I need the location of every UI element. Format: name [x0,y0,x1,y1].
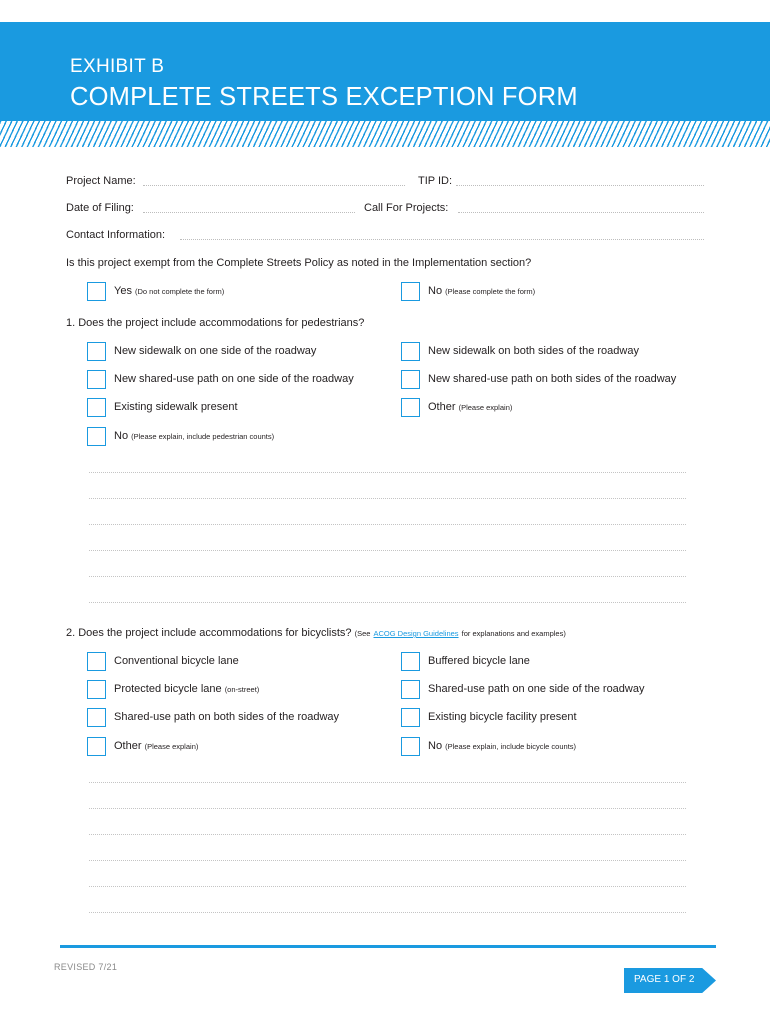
bike-shared-one-checkbox[interactable] [401,680,420,699]
ped-explain-line[interactable] [89,602,686,603]
page-number: PAGE 1 OF 2 [634,974,695,985]
bike-shared-both-label: Shared-use path on both sides of the roadway [114,711,340,723]
ped-shared-path-one-checkbox[interactable] [87,370,106,389]
ped-shared-path-both-checkbox[interactable] [401,370,420,389]
exhibit-label: EXHIBIT B [70,56,165,77]
pedestrians-question: 1. Does the project include accommodations for pedestrians? [66,317,365,329]
bicyclists-see: (See [354,629,371,638]
page-title: COMPLETE STREETS EXCEPTION FORM [70,83,578,111]
ped-shared-path-one-label: New shared-use path on one side of the roadway [114,373,354,385]
revised-date: REVISED 7/21 [54,962,118,972]
ped-new-sidewalk-one-label: New sidewalk on one side of the roadway [114,345,317,357]
ped-no-checkbox[interactable] [87,427,106,446]
contact-information-field[interactable] [180,239,704,240]
ped-other-note: (Please explain) [458,403,513,412]
date-of-filing-label: Date of Filing: [66,202,134,214]
ped-no-note: (Please explain, include pedestrian counts) [131,432,275,441]
bike-other-label: Other [114,740,142,752]
bike-explain-line[interactable] [89,782,686,783]
call-for-projects-label: Call For Projects: [364,202,449,214]
bike-shared-one-label: Shared-use path on one side of the roadway [428,683,645,695]
exempt-yes-label: Yes [114,285,132,297]
ped-other-checkbox[interactable] [401,398,420,417]
project-name-label: Project Name: [66,175,136,187]
exempt-yes-checkbox[interactable] [87,282,106,301]
bike-existing-checkbox[interactable] [401,708,420,727]
bike-buffered-label: Buffered bicycle lane [428,655,530,667]
bike-explain-line[interactable] [89,808,686,809]
ped-explain-line[interactable] [89,498,686,499]
ped-explain-line[interactable] [89,576,686,577]
tip-id-field[interactable] [456,185,704,186]
tip-id-label: TIP ID: [418,175,453,187]
ped-no-label: No [114,430,129,442]
exempt-yes-note: (Do not complete the form) [135,287,225,296]
call-for-projects-field[interactable] [458,212,704,213]
bike-no-checkbox[interactable] [401,737,420,756]
ped-other-label: Other [428,401,456,413]
footer-divider [60,945,716,948]
ped-existing-sidewalk-checkbox[interactable] [87,398,106,417]
ped-explain-line[interactable] [89,524,686,525]
bike-protected-label: Protected bicycle lane [114,683,222,695]
bike-buffered-checkbox[interactable] [401,652,420,671]
header-hatch-pattern [0,121,770,147]
bike-no-label: No [428,740,443,752]
bicyclists-question: 2. Does the project include accommodations for bicyclists? [66,627,352,639]
bicyclists-see-tail: for explanations and examples) [461,629,566,638]
exempt-no-note: (Please complete the form) [445,287,536,296]
bike-explain-line[interactable] [89,886,686,887]
bike-other-checkbox[interactable] [87,737,106,756]
bike-conventional-label: Conventional bicycle lane [114,655,239,667]
exempt-no-checkbox[interactable] [401,282,420,301]
date-of-filing-field[interactable] [143,212,355,213]
bike-explain-line[interactable] [89,860,686,861]
exempt-question: Is this project exempt from the Complete Streets Policy as noted in the Implementation section? [66,257,532,269]
bike-other-note: (Please explain) [144,742,199,751]
contact-information-label: Contact Information: [66,229,166,241]
bike-existing-label: Existing bicycle facility present [428,711,577,723]
bike-protected-checkbox[interactable] [87,680,106,699]
acog-design-guidelines-link[interactable]: ACOG Design Guidelines [373,629,459,638]
ped-explain-line[interactable] [89,472,686,473]
bike-shared-both-checkbox[interactable] [87,708,106,727]
bike-conventional-checkbox[interactable] [87,652,106,671]
ped-new-sidewalk-one-checkbox[interactable] [87,342,106,361]
ped-explain-line[interactable] [89,550,686,551]
exempt-no-label: No [428,285,443,297]
bike-explain-line[interactable] [89,912,686,913]
bike-no-note: (Please explain, include bicycle counts) [445,742,577,751]
ped-existing-sidewalk-label: Existing sidewalk present [114,401,238,413]
bike-protected-note: (on-street) [224,685,260,694]
ped-new-sidewalk-both-label: New sidewalk on both sides of the roadway [428,345,639,357]
bike-explain-line[interactable] [89,834,686,835]
bicyclists-question-row [66,627,566,639]
ped-new-sidewalk-both-checkbox[interactable] [401,342,420,361]
project-name-field[interactable] [143,185,405,186]
ped-shared-path-both-label: New shared-use path on both sides of the roadway [428,373,677,385]
